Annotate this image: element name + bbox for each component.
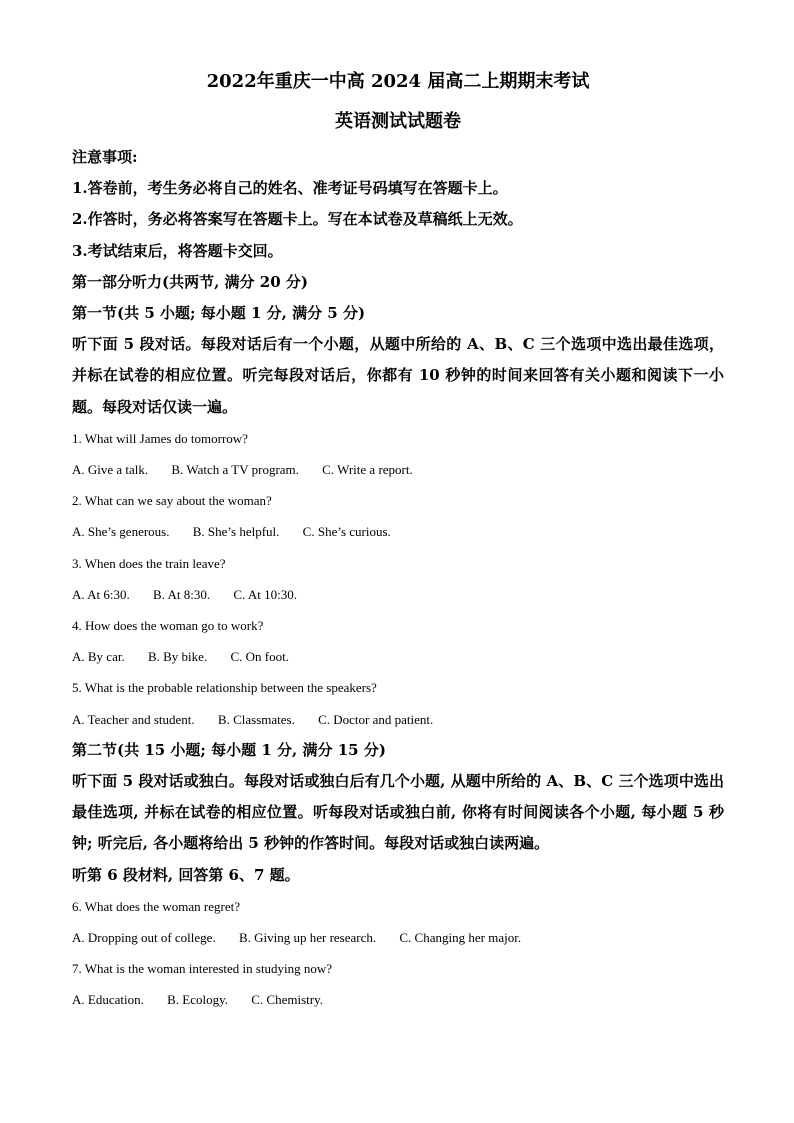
option-2c: C. She’s curious. bbox=[302, 524, 391, 540]
section2-heading: 第二节(共 15 小题; 每小题 1 分, 满分 15 分) bbox=[72, 740, 386, 759]
option-6a: A. Dropping out of college. bbox=[72, 930, 216, 946]
option-5c: C. Doctor and patient. bbox=[318, 711, 434, 727]
section2-instructions: 听下面 5 段对话或独白。每段对话或独白后有几个小题, 从题中所给的 A、B、C 三个选项中选出最佳选项, 并标在试卷的相应位置。听每段对话或独白前, 你将有时间阅读各个小题, 每小题 5 秒钟; 听完后, 各小题将给出 5 秒钟的作答时间。每段对话或独白读两遍。 bbox=[72, 772, 724, 853]
option-2a: A. She’s generous. bbox=[72, 524, 170, 540]
exam-subtitle: 英语测试试题卷 bbox=[335, 111, 461, 132]
note-item-3: 3.考试结束后，将答题卡交回。 bbox=[72, 241, 283, 260]
option-1c: C. Write a report. bbox=[322, 462, 413, 478]
question-6: 6. What does the woman regret? bbox=[72, 898, 240, 914]
option-4a: A. By car. bbox=[72, 649, 125, 665]
option-3a: A. At 6:30. bbox=[72, 586, 130, 602]
question-3-options bbox=[72, 579, 724, 610]
option-7b: B. Ecology. bbox=[167, 992, 228, 1008]
option-4b: B. By bike. bbox=[147, 649, 208, 665]
material-6-heading: 听第 6 段材料, 回答第 6、7 题。 bbox=[72, 865, 300, 884]
question-4: 4. How does the woman go to work? bbox=[72, 618, 264, 634]
question-1-options bbox=[72, 454, 724, 485]
question-5: 5. What is the probable relationship between the speakers? bbox=[72, 680, 377, 696]
part1-heading: 第一部分听力(共两节, 满分 20 分) bbox=[72, 272, 308, 291]
question-7-options bbox=[72, 984, 724, 1015]
option-7c: C. Chemistry. bbox=[251, 992, 323, 1008]
option-2b: B. She’s helpful. bbox=[192, 524, 280, 540]
notes-heading: 注意事项: bbox=[72, 148, 138, 166]
option-5a: A. Teacher and student. bbox=[72, 711, 195, 727]
question-3: 3. When does the train leave? bbox=[72, 555, 226, 571]
question-1: 1. What will James do tomorrow? bbox=[72, 430, 248, 446]
option-6b: B. Giving up her research. bbox=[238, 930, 377, 946]
question-6-options bbox=[72, 922, 724, 953]
option-6c: C. Changing her major. bbox=[399, 930, 522, 946]
exam-title: 2022年重庆一中高 2024 届高二上期期末考试 bbox=[206, 71, 590, 92]
question-2-options bbox=[72, 516, 724, 547]
question-7: 7. What is the woman interested in studying now? bbox=[72, 961, 333, 977]
option-3c: C. At 10:30. bbox=[233, 586, 297, 602]
option-3b: B. At 8:30. bbox=[153, 586, 211, 602]
question-5-options bbox=[72, 704, 724, 735]
exam-page bbox=[72, 62, 724, 1016]
note-item-1: 1.答卷前，考生务必将自己的姓名、准考证号码填写在答题卡上。 bbox=[72, 179, 508, 198]
option-5b: B. Classmates. bbox=[217, 711, 295, 727]
question-2: 2. What can we say about the woman? bbox=[72, 493, 272, 509]
option-1b: B. Watch a TV program. bbox=[171, 462, 299, 478]
question-4-options bbox=[72, 641, 724, 672]
option-1a: A. Give a talk. bbox=[72, 462, 149, 478]
section1-heading: 第一节(共 5 小题; 每小题 1 分, 满分 5 分) bbox=[72, 304, 366, 323]
note-item-2: 2.作答时，务必将答案写在答题卡上。写在本试卷及草稿纸上无效。 bbox=[72, 210, 523, 229]
section1-instructions: 听下面 5 段对话。每段对话后有一个小题，从题中所给的 A、B、C 三个选项中选出最佳选项，并标在试卷的相应位置。听完每段对话后，你都有 10 秒钟的时间来回答有关小题和阅读下一小题。每段对话仅读一遍。 bbox=[72, 335, 724, 416]
option-7a: A. Education. bbox=[72, 992, 144, 1008]
option-4c: C. On foot. bbox=[230, 649, 289, 665]
